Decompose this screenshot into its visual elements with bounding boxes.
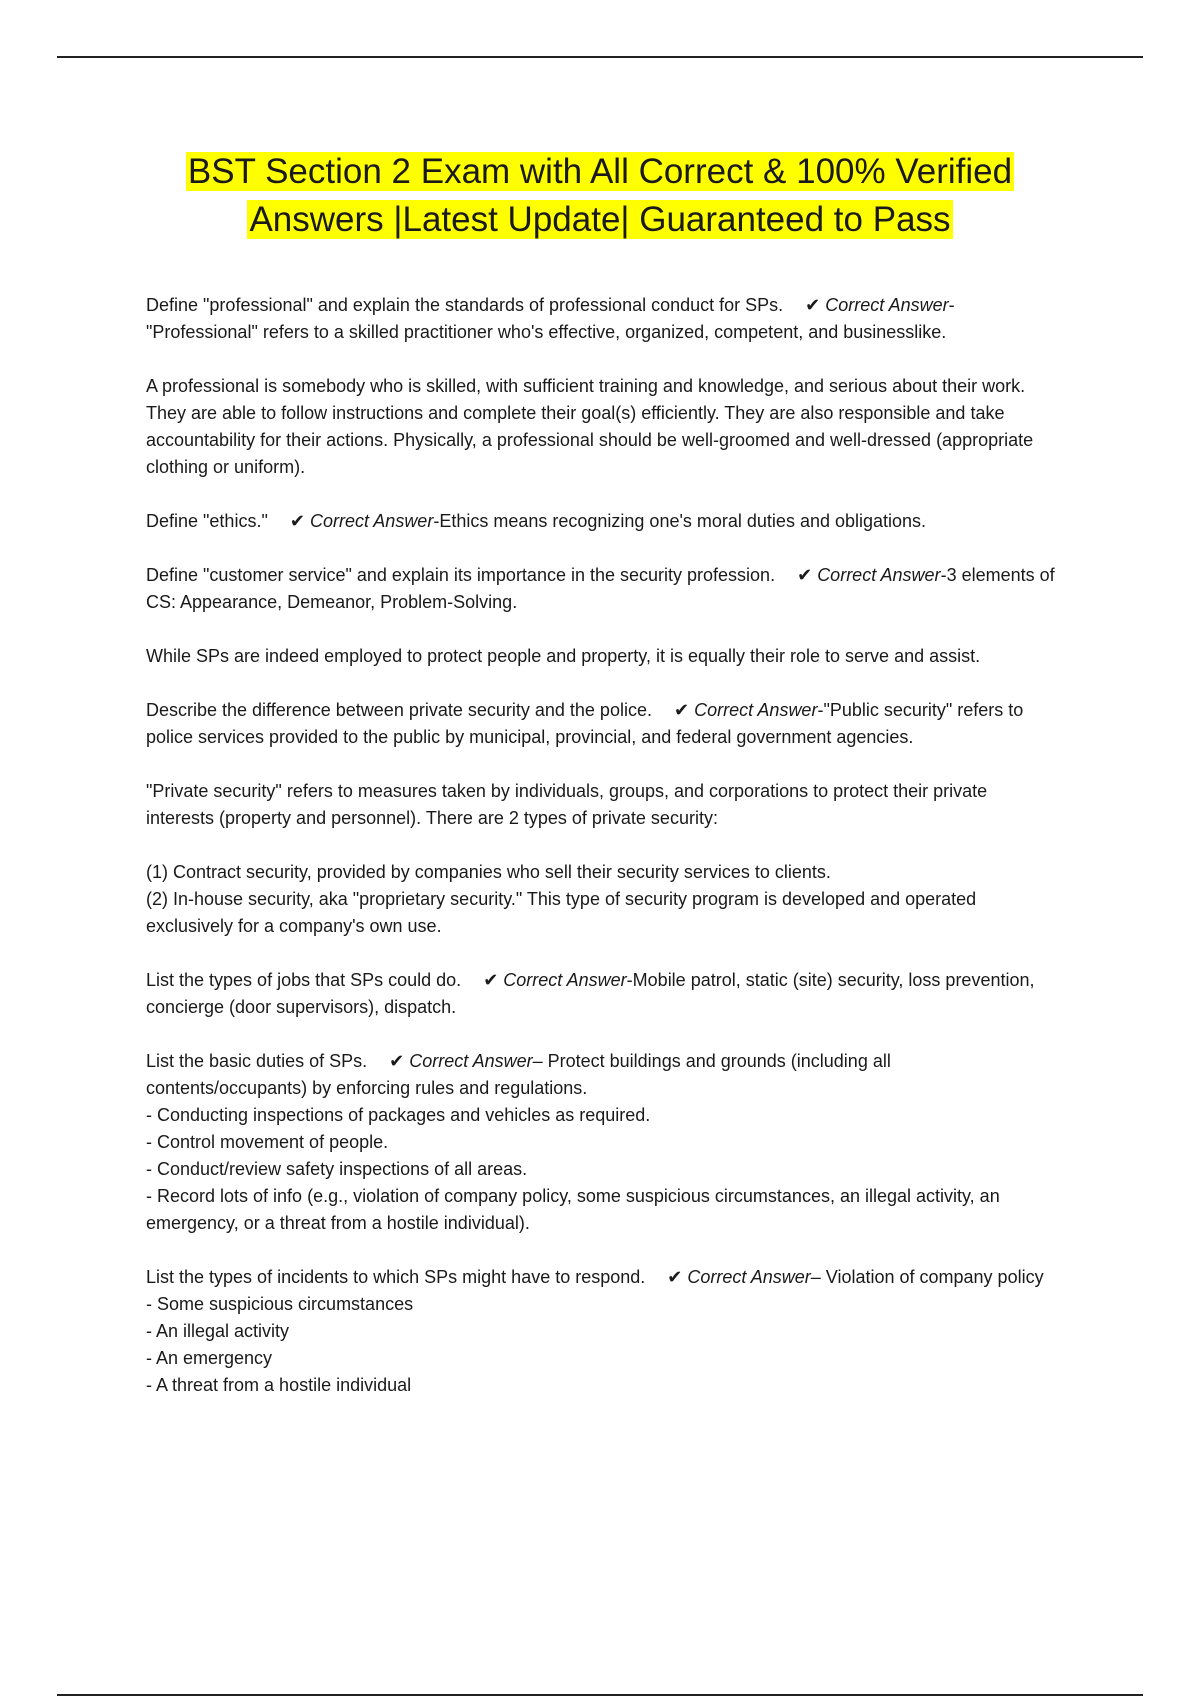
bottom-rule <box>57 1694 1143 1696</box>
list-item: - Some suspicious circumstances <box>146 1294 414 1314</box>
correct-answer-label: Correct Answer <box>817 565 941 585</box>
question-text: List the basic duties of SPs. <box>146 1051 368 1071</box>
question-text: Describe the difference between private security and the police. <box>146 700 652 720</box>
list-item: - A threat from a hostile individual <box>146 1375 412 1395</box>
correct-answer-label: Correct Answer <box>825 295 949 315</box>
check-icon: ✔ <box>483 970 499 990</box>
list-item: - An illegal activity <box>146 1321 290 1341</box>
list-item: - Control movement of people. <box>146 1132 389 1152</box>
qa-item-ethics <box>146 508 1056 535</box>
answer-separator: - <box>433 511 440 531</box>
answer-text: Ethics means recognizing one's moral duties and obligations. <box>439 511 927 531</box>
answer-separator: - <box>817 700 824 720</box>
question-text: List the types of incidents to which SPs might have to respond. <box>146 1267 646 1287</box>
answer-text: "Public security" refers to police services provided to the public by municipal, provincial, and federal government agencies. <box>146 700 1024 747</box>
list-item: - Record lots of info (e.g., violation of company policy, some suspicious circumstances, an illegal activity, an emergency, or a threat from a hostile individual). <box>146 1186 1000 1233</box>
question-text: List the types of jobs that SPs could do. <box>146 970 462 990</box>
document-title <box>0 148 1200 244</box>
title-text <box>186 152 1014 239</box>
answer-separator: – <box>810 1267 821 1287</box>
question-text: Define "professional" and explain the standards of professional conduct for SPs. <box>146 295 784 315</box>
answer-text: Violation of company policy <box>820 1267 1044 1287</box>
list-item: (1) Contract security, provided by companies who sell their security services to clients. <box>146 862 831 882</box>
answer-separator: - <box>626 970 633 990</box>
check-icon: ✔ <box>667 1267 683 1287</box>
correct-answer-label: Correct Answer <box>694 700 818 720</box>
title-line-1: BST Section 2 Exam with All Correct & 100% Verified <box>187 152 1013 191</box>
list-item: (2) In-house security, aka "proprietary security." This type of security program is developed and operated exclusively for a company's own use. <box>146 889 977 936</box>
qa-item-basic-duties <box>146 1048 1056 1237</box>
check-icon: ✔ <box>289 511 305 531</box>
check-icon: ✔ <box>805 295 821 315</box>
answer-separator: - <box>940 565 947 585</box>
answer-text: Protect buildings and grounds (including all contents/occupants) by enforcing rules and regulations. <box>146 1051 891 1098</box>
answer-paragraph: While SPs are indeed employed to protect people and property, it is equally their role to serve and assist. <box>146 646 981 666</box>
qa-item-incident-types <box>146 1264 1056 1399</box>
answer-text: Mobile patrol, static (site) security, loss prevention, concierge (door supervisors), dispatch. <box>146 970 1035 1017</box>
answer-text: "Professional" refers to a skilled practitioner who's effective, organized, competent, and businesslike. <box>146 322 947 342</box>
answer-separator: – <box>532 1051 543 1071</box>
question-text: Define "ethics." <box>146 511 268 531</box>
document-body <box>146 292 1056 1426</box>
correct-answer-label: Correct Answer <box>309 511 434 531</box>
qa-item-job-types <box>146 967 1056 1021</box>
check-icon: ✔ <box>389 1051 405 1071</box>
correct-answer-label: Correct Answer <box>687 1267 811 1287</box>
list-item: - An emergency <box>146 1348 273 1368</box>
qa-item-private-vs-police <box>146 697 1056 751</box>
qa-item-customer-service <box>146 562 1056 616</box>
answer-list <box>146 859 1056 940</box>
correct-answer-label: Correct Answer <box>409 1051 533 1071</box>
question-text: Define "customer service" and explain its importance in the security profession. <box>146 565 776 585</box>
top-rule <box>57 56 1143 58</box>
answer-separator: - <box>948 295 955 315</box>
check-icon: ✔ <box>673 700 690 720</box>
correct-answer-label: Correct Answer <box>503 970 627 990</box>
answer-paragraph: "Private security" refers to measures taken by individuals, groups, and corporations to protect their private interests (property and personnel). There are 2 types of private security: <box>146 781 988 828</box>
answer-paragraph: A professional is somebody who is skilled, with sufficient training and knowledge, and serious about their work. They are able to follow instructions and complete their goal(s) efficiently. They are also responsible and take accountability for their actions. Physically, a professional should be well-groomed and well-dressed (appropriate clothing or uniform). <box>146 376 1034 477</box>
title-line-2: Answers |Latest Update| Guaranteed to Pass <box>249 200 951 239</box>
answer-text: 3 elements of CS: Appearance, Demeanor, Problem-Solving. <box>146 565 1055 612</box>
list-item: - Conduct/review safety inspections of all areas. <box>146 1159 528 1179</box>
list-item: - Conducting inspections of packages and vehicles as required. <box>146 1105 651 1125</box>
check-icon: ✔ <box>797 565 813 585</box>
qa-item-professional <box>146 292 1056 346</box>
